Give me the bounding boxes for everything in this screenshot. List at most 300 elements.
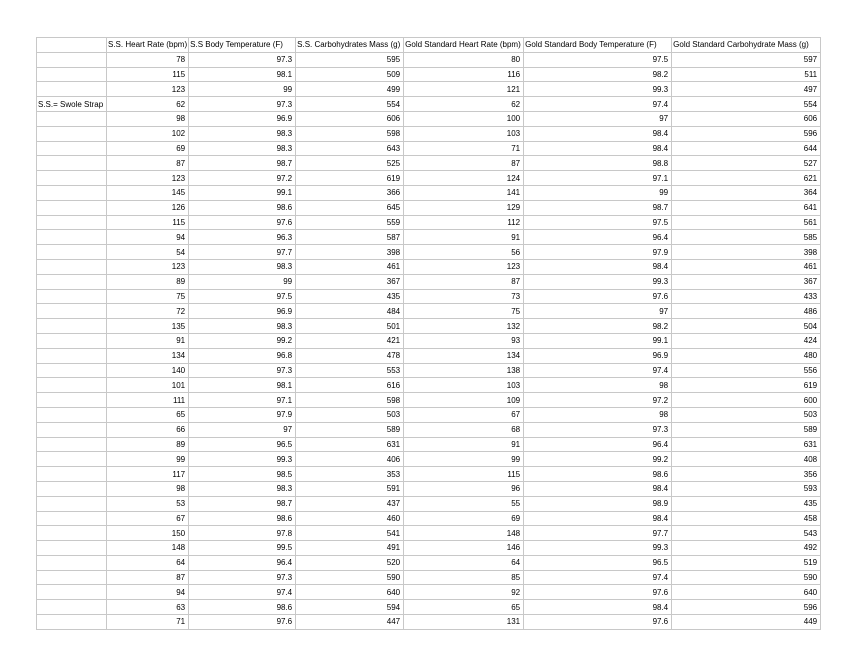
cell-ss-body-temperature[interactable]: 98.7 [189,496,296,511]
cell-ss-body-temperature[interactable]: 97.7 [189,245,296,260]
cell-gs-carbohydrate-mass[interactable]: 596 [672,600,821,615]
cell-ss-heart-rate[interactable]: 140 [107,363,189,378]
cell-gs-carbohydrate-mass[interactable]: 435 [672,496,821,511]
row-label-cell[interactable] [37,437,107,452]
cell-gs-body-temperature[interactable]: 98.4 [524,259,672,274]
cell-gs-heart-rate[interactable]: 103 [404,126,524,141]
cell-ss-carbohydrates-mass[interactable]: 460 [296,511,404,526]
cell-gs-heart-rate[interactable]: 123 [404,259,524,274]
cell-ss-body-temperature[interactable]: 99.3 [189,452,296,467]
cell-ss-carbohydrates-mass[interactable]: 398 [296,245,404,260]
cell-ss-carbohydrates-mass[interactable]: 525 [296,156,404,171]
row-label-cell[interactable] [37,82,107,97]
cell-gs-body-temperature[interactable]: 98.7 [524,200,672,215]
cell-ss-body-temperature[interactable]: 98.6 [189,200,296,215]
cell-ss-heart-rate[interactable]: 91 [107,333,189,348]
cell-gs-body-temperature[interactable]: 97.6 [524,289,672,304]
cell-gs-heart-rate[interactable]: 138 [404,363,524,378]
cell-gs-body-temperature[interactable]: 97.4 [524,570,672,585]
cell-ss-heart-rate[interactable]: 115 [107,67,189,82]
cell-gs-body-temperature[interactable]: 99.1 [524,333,672,348]
cell-ss-heart-rate[interactable]: 145 [107,185,189,200]
cell-gs-heart-rate[interactable]: 87 [404,156,524,171]
cell-ss-carbohydrates-mass[interactable]: 461 [296,259,404,274]
cell-gs-heart-rate[interactable]: 93 [404,333,524,348]
cell-gs-heart-rate[interactable]: 141 [404,185,524,200]
row-label-cell[interactable] [37,363,107,378]
table-row [37,600,821,615]
cell-gs-carbohydrate-mass[interactable]: 504 [672,319,821,334]
cell-gs-carbohydrate-mass[interactable]: 461 [672,259,821,274]
cell-gs-carbohydrate-mass[interactable]: 367 [672,274,821,289]
cell-ss-body-temperature[interactable]: 97 [189,422,296,437]
cell-gs-heart-rate[interactable]: 134 [404,348,524,363]
cell-ss-body-temperature[interactable]: 96.5 [189,437,296,452]
cell-ss-body-temperature[interactable]: 97.3 [189,97,296,112]
cell-gs-heart-rate[interactable]: 124 [404,171,524,186]
header-cell-ss-body-temperature[interactable]: S.S Body Temperature (F) [189,38,296,53]
cell-ss-carbohydrates-mass[interactable]: 366 [296,185,404,200]
cell-gs-carbohydrate-mass[interactable]: 606 [672,111,821,126]
cell-ss-body-temperature[interactable]: 96.8 [189,348,296,363]
cell-ss-carbohydrates-mass[interactable]: 640 [296,585,404,600]
cell-ss-heart-rate[interactable]: 123 [107,82,189,97]
cell-ss-body-temperature[interactable]: 96.3 [189,230,296,245]
cell-gs-carbohydrate-mass[interactable]: 619 [672,378,821,393]
cell-ss-body-temperature[interactable]: 98.3 [189,481,296,496]
cell-ss-heart-rate[interactable]: 64 [107,555,189,570]
cell-ss-carbohydrates-mass[interactable]: 520 [296,555,404,570]
cell-gs-heart-rate[interactable]: 55 [404,496,524,511]
cell-gs-body-temperature[interactable]: 98.6 [524,467,672,482]
table-row [37,541,821,556]
cell-gs-heart-rate[interactable]: 56 [404,245,524,260]
cell-gs-carbohydrate-mass[interactable]: 621 [672,171,821,186]
cell-ss-heart-rate[interactable]: 69 [107,141,189,156]
header-cell-gs-body-temperature[interactable]: Gold Standard Body Temperature (F) [524,38,672,53]
cell-gs-carbohydrate-mass[interactable]: 449 [672,615,821,630]
cell-ss-body-temperature[interactable]: 98.1 [189,67,296,82]
cell-gs-heart-rate[interactable]: 115 [404,467,524,482]
row-label-cell[interactable] [37,171,107,186]
row-label-cell[interactable] [37,126,107,141]
cell-ss-carbohydrates-mass[interactable]: 606 [296,111,404,126]
table-row [37,496,821,511]
cell-ss-heart-rate[interactable]: 87 [107,570,189,585]
header-cell-gs-heart-rate[interactable]: Gold Standard Heart Rate (bpm) [404,38,524,53]
cell-gs-carbohydrate-mass[interactable]: 408 [672,452,821,467]
cell-gs-heart-rate[interactable]: 69 [404,511,524,526]
cell-ss-heart-rate[interactable]: 78 [107,52,189,67]
cell-ss-carbohydrates-mass[interactable]: 643 [296,141,404,156]
cell-gs-heart-rate[interactable]: 75 [404,304,524,319]
row-label-cell[interactable] [37,215,107,230]
cell-gs-heart-rate[interactable]: 73 [404,289,524,304]
cell-ss-carbohydrates-mass[interactable]: 491 [296,541,404,556]
cell-ss-carbohydrates-mass[interactable]: 598 [296,126,404,141]
cell-gs-body-temperature[interactable]: 99.3 [524,82,672,97]
cell-gs-carbohydrate-mass[interactable]: 519 [672,555,821,570]
cell-ss-body-temperature[interactable]: 96.9 [189,111,296,126]
table-row [37,185,821,200]
table-row [37,378,821,393]
cell-ss-heart-rate[interactable]: 117 [107,467,189,482]
row-label-cell[interactable] [37,333,107,348]
cell-ss-carbohydrates-mass[interactable]: 631 [296,437,404,452]
cell-gs-body-temperature[interactable]: 98.4 [524,600,672,615]
cell-gs-heart-rate[interactable]: 91 [404,437,524,452]
cell-gs-carbohydrate-mass[interactable]: 597 [672,52,821,67]
cell-ss-body-temperature[interactable]: 97.3 [189,570,296,585]
row-label-cell[interactable] [37,200,107,215]
header-cell-label[interactable] [37,38,107,53]
cell-gs-heart-rate[interactable]: 96 [404,481,524,496]
cell-ss-carbohydrates-mass[interactable]: 590 [296,570,404,585]
row-label-cell[interactable] [37,378,107,393]
cell-ss-body-temperature[interactable]: 98.3 [189,126,296,141]
cell-ss-body-temperature[interactable]: 98.3 [189,319,296,334]
cell-gs-carbohydrate-mass[interactable]: 590 [672,570,821,585]
row-label-cell[interactable] [37,541,107,556]
table-row [37,407,821,422]
cell-gs-carbohydrate-mass[interactable]: 527 [672,156,821,171]
row-label-cell[interactable] [37,615,107,630]
cell-ss-carbohydrates-mass[interactable]: 509 [296,67,404,82]
cell-ss-heart-rate[interactable]: 126 [107,200,189,215]
cell-ss-heart-rate[interactable]: 71 [107,615,189,630]
cell-gs-heart-rate[interactable]: 91 [404,230,524,245]
cell-gs-heart-rate[interactable]: 65 [404,600,524,615]
cell-gs-body-temperature[interactable]: 97.9 [524,245,672,260]
cell-ss-heart-rate[interactable]: 53 [107,496,189,511]
cell-ss-body-temperature[interactable]: 99 [189,274,296,289]
row-label-cell[interactable] [37,319,107,334]
cell-gs-body-temperature[interactable]: 97.1 [524,171,672,186]
note-label-cell[interactable]: S.S.= Swole Strap [37,97,107,112]
cell-gs-heart-rate[interactable]: 71 [404,141,524,156]
cell-gs-heart-rate[interactable]: 64 [404,555,524,570]
cell-gs-heart-rate[interactable]: 103 [404,378,524,393]
row-label-cell[interactable] [37,111,107,126]
cell-ss-carbohydrates-mass[interactable]: 553 [296,363,404,378]
cell-gs-carbohydrate-mass[interactable]: 593 [672,481,821,496]
cell-ss-body-temperature[interactable]: 99.5 [189,541,296,556]
cell-gs-carbohydrate-mass[interactable]: 641 [672,200,821,215]
row-label-cell[interactable] [37,348,107,363]
cell-gs-carbohydrate-mass[interactable]: 561 [672,215,821,230]
cell-ss-heart-rate[interactable]: 66 [107,422,189,437]
cell-gs-body-temperature[interactable]: 97.4 [524,363,672,378]
cell-gs-carbohydrate-mass[interactable]: 596 [672,126,821,141]
row-label-cell[interactable] [37,600,107,615]
cell-ss-carbohydrates-mass[interactable]: 421 [296,333,404,348]
cell-gs-body-temperature[interactable]: 96.5 [524,555,672,570]
header-cell-gs-carbohydrate-mass[interactable]: Gold Standard Carbohydrate Mass (g) [672,38,821,53]
cell-ss-heart-rate[interactable]: 65 [107,407,189,422]
cell-ss-body-temperature[interactable]: 99.2 [189,333,296,348]
cell-ss-carbohydrates-mass[interactable]: 616 [296,378,404,393]
cell-ss-carbohydrates-mass[interactable]: 367 [296,274,404,289]
cell-ss-body-temperature[interactable]: 97.6 [189,215,296,230]
cell-ss-carbohydrates-mass[interactable]: 559 [296,215,404,230]
table-row [37,126,821,141]
cell-gs-carbohydrate-mass[interactable]: 486 [672,304,821,319]
cell-ss-carbohydrates-mass[interactable]: 595 [296,52,404,67]
row-label-cell[interactable] [37,393,107,408]
cell-ss-heart-rate[interactable]: 89 [107,274,189,289]
header-row [37,38,821,53]
table-row [37,319,821,334]
cell-ss-body-temperature[interactable]: 98.6 [189,600,296,615]
table-row [37,481,821,496]
cell-gs-carbohydrate-mass[interactable]: 356 [672,467,821,482]
row-label-cell[interactable] [37,230,107,245]
cell-gs-carbohydrate-mass[interactable]: 364 [672,185,821,200]
cell-ss-body-temperature[interactable]: 97.9 [189,407,296,422]
cell-gs-heart-rate[interactable]: 87 [404,274,524,289]
table-row [37,526,821,541]
cell-gs-body-temperature[interactable]: 98 [524,407,672,422]
cell-ss-carbohydrates-mass[interactable]: 435 [296,289,404,304]
cell-ss-carbohydrates-mass[interactable]: 447 [296,615,404,630]
cell-gs-body-temperature[interactable]: 99.3 [524,274,672,289]
row-label-cell[interactable] [37,422,107,437]
cell-gs-body-temperature[interactable]: 97.6 [524,615,672,630]
row-label-cell[interactable] [37,511,107,526]
cell-ss-heart-rate[interactable]: 98 [107,481,189,496]
cell-ss-heart-rate[interactable]: 111 [107,393,189,408]
row-label-cell[interactable] [37,141,107,156]
cell-gs-heart-rate[interactable]: 129 [404,200,524,215]
cell-ss-carbohydrates-mass[interactable]: 478 [296,348,404,363]
row-label-cell[interactable] [37,555,107,570]
cell-ss-body-temperature[interactable]: 97.3 [189,52,296,67]
cell-ss-heart-rate[interactable]: 98 [107,111,189,126]
cell-ss-heart-rate[interactable]: 101 [107,378,189,393]
cell-ss-carbohydrates-mass[interactable]: 541 [296,526,404,541]
cell-gs-body-temperature[interactable]: 96.9 [524,348,672,363]
cell-ss-body-temperature[interactable]: 98.3 [189,141,296,156]
table-row [37,585,821,600]
cell-ss-heart-rate[interactable]: 94 [107,585,189,600]
cell-gs-carbohydrate-mass[interactable]: 644 [672,141,821,156]
cell-gs-body-temperature[interactable]: 98.4 [524,481,672,496]
cell-ss-heart-rate[interactable]: 62 [107,97,189,112]
cell-ss-heart-rate[interactable]: 123 [107,259,189,274]
cell-gs-body-temperature[interactable]: 99.3 [524,541,672,556]
cell-gs-carbohydrate-mass[interactable]: 492 [672,541,821,556]
cell-ss-carbohydrates-mass[interactable]: 591 [296,481,404,496]
cell-gs-carbohydrate-mass[interactable]: 433 [672,289,821,304]
row-label-cell[interactable] [37,67,107,82]
cell-gs-heart-rate[interactable]: 116 [404,67,524,82]
cell-ss-heart-rate[interactable]: 54 [107,245,189,260]
cell-ss-body-temperature[interactable]: 97.6 [189,615,296,630]
cell-gs-carbohydrate-mass[interactable]: 424 [672,333,821,348]
cell-gs-body-temperature[interactable]: 98.9 [524,496,672,511]
cell-ss-heart-rate[interactable]: 94 [107,230,189,245]
cell-ss-heart-rate[interactable]: 150 [107,526,189,541]
cell-gs-heart-rate[interactable]: 62 [404,97,524,112]
cell-gs-body-temperature[interactable]: 96.4 [524,437,672,452]
cell-ss-heart-rate[interactable]: 134 [107,348,189,363]
cell-ss-body-temperature[interactable]: 96.4 [189,555,296,570]
cell-ss-carbohydrates-mass[interactable]: 501 [296,319,404,334]
cell-gs-body-temperature[interactable]: 97.3 [524,422,672,437]
cell-gs-heart-rate[interactable]: 92 [404,585,524,600]
row-label-cell[interactable] [37,304,107,319]
table-row [37,363,821,378]
cell-ss-carbohydrates-mass[interactable]: 406 [296,452,404,467]
cell-ss-carbohydrates-mass[interactable]: 503 [296,407,404,422]
row-label-cell[interactable] [37,481,107,496]
cell-ss-carbohydrates-mass[interactable]: 353 [296,467,404,482]
cell-gs-heart-rate[interactable]: 100 [404,111,524,126]
cell-gs-heart-rate[interactable]: 67 [404,407,524,422]
cell-gs-carbohydrate-mass[interactable]: 497 [672,82,821,97]
cell-ss-carbohydrates-mass[interactable]: 484 [296,304,404,319]
cell-gs-carbohydrate-mass[interactable]: 458 [672,511,821,526]
cell-ss-carbohydrates-mass[interactable]: 437 [296,496,404,511]
row-label-cell[interactable] [37,467,107,482]
table-row [37,156,821,171]
cell-gs-carbohydrate-mass[interactable]: 511 [672,67,821,82]
cell-ss-heart-rate[interactable]: 75 [107,289,189,304]
cell-gs-body-temperature[interactable]: 96.4 [524,230,672,245]
table-row [37,200,821,215]
cell-gs-body-temperature[interactable]: 99.2 [524,452,672,467]
cell-gs-body-temperature[interactable]: 97 [524,304,672,319]
cell-ss-carbohydrates-mass[interactable]: 499 [296,82,404,97]
cell-gs-heart-rate[interactable]: 131 [404,615,524,630]
cell-gs-carbohydrate-mass[interactable]: 503 [672,407,821,422]
table-row [37,555,821,570]
cell-ss-body-temperature[interactable]: 98.7 [189,156,296,171]
cell-gs-heart-rate[interactable]: 146 [404,541,524,556]
cell-ss-heart-rate[interactable]: 72 [107,304,189,319]
row-label-cell[interactable] [37,245,107,260]
cell-ss-body-temperature[interactable]: 99.1 [189,185,296,200]
cell-gs-heart-rate[interactable]: 112 [404,215,524,230]
cell-gs-heart-rate[interactable]: 80 [404,52,524,67]
table-row [37,511,821,526]
row-label-cell[interactable] [37,496,107,511]
cell-gs-body-temperature[interactable]: 97.5 [524,215,672,230]
row-label-cell[interactable] [37,526,107,541]
cell-ss-body-temperature[interactable]: 96.9 [189,304,296,319]
cell-ss-heart-rate[interactable]: 102 [107,126,189,141]
cell-ss-body-temperature[interactable]: 97.1 [189,393,296,408]
cell-gs-heart-rate[interactable]: 85 [404,570,524,585]
table-row [37,67,821,82]
cell-ss-carbohydrates-mass[interactable]: 645 [296,200,404,215]
cell-gs-carbohydrate-mass[interactable]: 600 [672,393,821,408]
cell-gs-body-temperature[interactable]: 99 [524,185,672,200]
cell-ss-carbohydrates-mass[interactable]: 554 [296,97,404,112]
cell-gs-carbohydrate-mass[interactable]: 480 [672,348,821,363]
cell-gs-body-temperature[interactable]: 97.7 [524,526,672,541]
cell-ss-heart-rate[interactable]: 148 [107,541,189,556]
cell-ss-body-temperature[interactable]: 98.1 [189,378,296,393]
cell-gs-body-temperature[interactable]: 98.4 [524,126,672,141]
row-label-cell[interactable] [37,289,107,304]
cell-ss-heart-rate[interactable]: 89 [107,437,189,452]
cell-gs-body-temperature[interactable]: 97.5 [524,52,672,67]
cell-gs-body-temperature[interactable]: 97.6 [524,585,672,600]
cell-ss-carbohydrates-mass[interactable]: 587 [296,230,404,245]
cell-gs-body-temperature[interactable]: 98.4 [524,141,672,156]
cell-ss-body-temperature[interactable]: 98.3 [189,259,296,274]
cell-ss-heart-rate[interactable]: 87 [107,156,189,171]
cell-ss-body-temperature[interactable]: 97.8 [189,526,296,541]
row-label-cell[interactable] [37,259,107,274]
cell-ss-heart-rate[interactable]: 99 [107,452,189,467]
cell-ss-body-temperature[interactable]: 97.3 [189,363,296,378]
table-row [37,467,821,482]
cell-gs-body-temperature[interactable]: 98.8 [524,156,672,171]
row-label-cell[interactable] [37,274,107,289]
table-row [37,141,821,156]
cell-ss-carbohydrates-mass[interactable]: 598 [296,393,404,408]
cell-ss-heart-rate[interactable]: 123 [107,171,189,186]
cell-gs-carbohydrate-mass[interactable]: 585 [672,230,821,245]
cell-ss-body-temperature[interactable]: 97.2 [189,171,296,186]
cell-gs-heart-rate[interactable]: 68 [404,422,524,437]
cell-ss-heart-rate[interactable]: 115 [107,215,189,230]
cell-gs-body-temperature[interactable]: 98 [524,378,672,393]
cell-gs-carbohydrate-mass[interactable]: 589 [672,422,821,437]
cell-gs-body-temperature[interactable]: 98.2 [524,67,672,82]
header-cell-ss-carbohydrates-mass[interactable]: S.S. Carbohydrates Mass (g) [296,38,404,53]
row-label-cell[interactable] [37,156,107,171]
cell-gs-carbohydrate-mass[interactable]: 554 [672,97,821,112]
cell-ss-body-temperature[interactable]: 98.6 [189,511,296,526]
cell-gs-carbohydrate-mass[interactable]: 543 [672,526,821,541]
row-label-cell[interactable] [37,452,107,467]
row-label-cell[interactable] [37,570,107,585]
header-cell-ss-heart-rate[interactable]: S.S. Heart Rate (bpm) [107,38,189,53]
cell-gs-heart-rate[interactable]: 109 [404,393,524,408]
cell-gs-carbohydrate-mass[interactable]: 640 [672,585,821,600]
cell-ss-heart-rate[interactable]: 67 [107,511,189,526]
row-label-cell[interactable] [37,585,107,600]
row-label-cell[interactable] [37,407,107,422]
cell-ss-carbohydrates-mass[interactable]: 594 [296,600,404,615]
row-label-cell[interactable] [37,52,107,67]
cell-gs-body-temperature[interactable]: 97 [524,111,672,126]
cell-gs-body-temperature[interactable]: 98.2 [524,319,672,334]
cell-gs-heart-rate[interactable]: 148 [404,526,524,541]
cell-ss-heart-rate[interactable]: 63 [107,600,189,615]
cell-gs-carbohydrate-mass[interactable]: 398 [672,245,821,260]
cell-gs-carbohydrate-mass[interactable]: 556 [672,363,821,378]
cell-ss-body-temperature[interactable]: 97.5 [189,289,296,304]
cell-ss-body-temperature[interactable]: 97.4 [189,585,296,600]
cell-gs-heart-rate[interactable]: 99 [404,452,524,467]
cell-gs-heart-rate[interactable]: 132 [404,319,524,334]
cell-gs-carbohydrate-mass[interactable]: 631 [672,437,821,452]
cell-ss-body-temperature[interactable]: 98.5 [189,467,296,482]
row-label-cell[interactable] [37,185,107,200]
cell-ss-carbohydrates-mass[interactable]: 589 [296,422,404,437]
cell-ss-heart-rate[interactable]: 135 [107,319,189,334]
cell-ss-carbohydrates-mass[interactable]: 619 [296,171,404,186]
cell-gs-heart-rate[interactable]: 121 [404,82,524,97]
cell-gs-body-temperature[interactable]: 98.4 [524,511,672,526]
cell-gs-body-temperature[interactable]: 97.2 [524,393,672,408]
cell-ss-body-temperature[interactable]: 99 [189,82,296,97]
cell-gs-body-temperature[interactable]: 97.4 [524,97,672,112]
